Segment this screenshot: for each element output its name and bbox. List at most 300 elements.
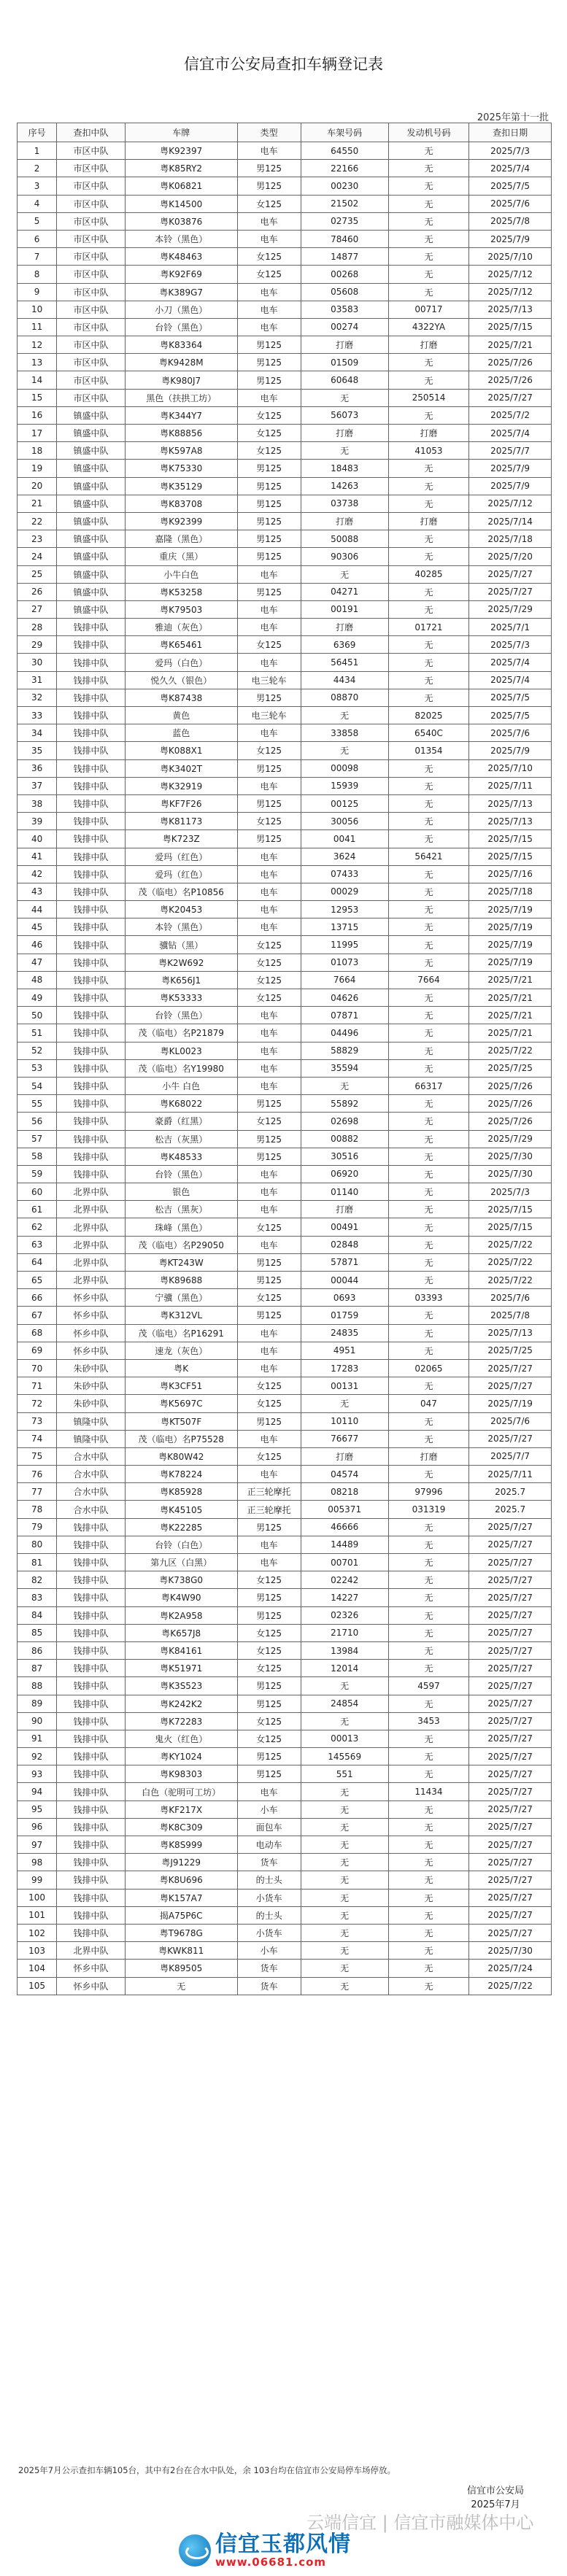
table-cell: 钱排中队	[57, 671, 126, 689]
table-cell: 钱排中队	[57, 1536, 126, 1553]
table-cell: 2025/7/6	[469, 1412, 552, 1430]
table-cell: 无	[388, 1095, 469, 1113]
table-cell: 电车	[237, 1024, 301, 1042]
table-cell: 粤KY1024	[125, 1748, 237, 1765]
table-cell: 84	[18, 1606, 57, 1624]
table-cell: 北界中队	[57, 1218, 126, 1236]
table-cell: 2025/7/27	[469, 1430, 552, 1447]
table-cell: 2025/7/21	[469, 989, 552, 1007]
table-cell: 2025/7/21	[469, 1024, 552, 1042]
table-cell: 250514	[388, 389, 469, 406]
table-cell: 8	[18, 266, 57, 283]
table-cell: 81	[18, 1554, 57, 1571]
table-cell: 2025/7/15	[469, 318, 552, 336]
table-row	[18, 565, 552, 583]
table-cell: 钱排中队	[57, 848, 126, 865]
table-row	[18, 1395, 552, 1412]
table-cell: 无	[388, 813, 469, 830]
table-cell: 镇盛中队	[57, 406, 126, 424]
table-cell: 镇盛中队	[57, 583, 126, 600]
table-row	[18, 1712, 552, 1730]
table-cell: 75	[18, 1447, 57, 1465]
table-cell: 无	[388, 460, 469, 477]
table-cell: 无	[301, 1854, 388, 1871]
table-cell: 79	[18, 1518, 57, 1536]
table-cell: 00125	[301, 794, 388, 812]
table-cell: 76677	[301, 1430, 388, 1447]
table-cell: 合水中队	[57, 1447, 126, 1465]
table-cell: 粤K06821	[125, 177, 237, 195]
table-cell: 85	[18, 1624, 57, 1641]
table-cell: 无	[301, 742, 388, 759]
table-cell: 女125	[237, 195, 301, 212]
table-row	[18, 301, 552, 318]
table-cell: 钱排中队	[57, 1007, 126, 1024]
table-row	[18, 636, 552, 654]
table-row	[18, 794, 552, 812]
table-cell: 第九区（白黑）	[125, 1554, 237, 1571]
table-cell: 10	[18, 301, 57, 318]
table-cell: 粤K738G0	[125, 1571, 237, 1589]
table-cell: 00230	[301, 177, 388, 195]
table-cell: 03583	[301, 301, 388, 318]
table-cell: 14	[18, 371, 57, 389]
table-cell: 30516	[301, 1148, 388, 1165]
table-cell: 钱排中队	[57, 619, 126, 636]
table-cell: 30056	[301, 813, 388, 830]
table-row	[18, 1871, 552, 1889]
table-cell: 茂（临电）名P75528	[125, 1430, 237, 1447]
table-cell: 64	[18, 1253, 57, 1271]
table-cell: 0041	[301, 830, 388, 848]
table-row	[18, 918, 552, 936]
table-cell: 17	[18, 425, 57, 442]
table-cell: 男125	[237, 1253, 301, 1271]
table-cell: 2025/7/30	[469, 1165, 552, 1183]
table-cell: 2025/7/15	[469, 1218, 552, 1236]
table-cell: 2025/7/20	[469, 548, 552, 565]
table-cell: 粤K78224	[125, 1466, 237, 1483]
table-cell: 01140	[301, 1183, 388, 1201]
table-cell: 电车	[237, 1042, 301, 1059]
table-cell: 2025.7	[469, 1483, 552, 1501]
table-cell: 电车	[237, 1183, 301, 1201]
table-cell: 粤K656J1	[125, 971, 237, 989]
table-cell: 9	[18, 283, 57, 301]
table-cell: 无	[388, 354, 469, 371]
table-cell: 钱排中队	[57, 1059, 126, 1077]
table-cell: 钱排中队	[57, 1906, 126, 1924]
table-cell: 钱排中队	[57, 1624, 126, 1641]
table-cell: 朱砂中队	[57, 1377, 126, 1395]
table-cell: 打磨	[301, 336, 388, 354]
table-cell: 速龙（灰色）	[125, 1342, 237, 1359]
table-cell: 50	[18, 1007, 57, 1024]
table-cell: 2025/7/12	[469, 283, 552, 301]
table-cell: 本铃（黑色）	[125, 918, 237, 936]
table-cell: 男125	[237, 1272, 301, 1289]
table-cell: 女125	[237, 1218, 301, 1236]
table-row	[18, 1818, 552, 1836]
table-cell: 42	[18, 865, 57, 883]
table-cell: 无	[388, 1906, 469, 1924]
table-cell: 13	[18, 354, 57, 371]
table-cell: 电车	[237, 1236, 301, 1253]
table-cell: 96	[18, 1818, 57, 1836]
table-cell: 82025	[388, 707, 469, 724]
table-cell: 粤J91229	[125, 1854, 237, 1871]
table-cell: 46666	[301, 1518, 388, 1536]
table-row	[18, 1447, 552, 1465]
table-cell: 2025/7/22	[469, 1042, 552, 1059]
table-cell: 2025/7/19	[469, 901, 552, 918]
table-cell: 2025/7/10	[469, 759, 552, 777]
table-row	[18, 248, 552, 266]
table-cell: 2025/7/19	[469, 918, 552, 936]
table-cell: 无	[388, 883, 469, 900]
table-cell: 电车	[237, 1007, 301, 1024]
table-cell: 047	[388, 1395, 469, 1412]
table-cell: 52	[18, 1042, 57, 1059]
table-cell: 本铃（黑色）	[125, 230, 237, 247]
table-cell: 电动车	[237, 1836, 301, 1854]
table-cell: 电车	[237, 565, 301, 583]
table-cell: 无	[301, 1871, 388, 1889]
table-cell: 4434	[301, 671, 388, 689]
table-cell: 女125	[237, 1113, 301, 1130]
table-cell: 无	[301, 1783, 388, 1801]
table-row	[18, 1977, 552, 1995]
batch-label: 2025年第十一批	[477, 112, 549, 123]
table-cell: 宁骥（黑色）	[125, 1289, 237, 1307]
table-cell: 无	[388, 1024, 469, 1042]
table-cell: 北界中队	[57, 1236, 126, 1253]
table-row	[18, 530, 552, 548]
table-cell: 01354	[388, 742, 469, 759]
table-cell: 45	[18, 918, 57, 936]
table-cell: 无	[301, 442, 388, 460]
table-cell: 女125	[237, 1660, 301, 1677]
table-cell: 2025/7/9	[469, 742, 552, 759]
table-cell: 2025/7/15	[469, 1201, 552, 1218]
table-cell: 粤K3S523	[125, 1677, 237, 1695]
table-cell: 26	[18, 583, 57, 600]
table-row	[18, 1236, 552, 1253]
table-cell: 66	[18, 1289, 57, 1307]
table-cell: 2025/7/6	[469, 195, 552, 212]
table-cell: 57	[18, 1130, 57, 1148]
table-row	[18, 1589, 552, 1606]
table-cell: 29	[18, 636, 57, 654]
table-row	[18, 1359, 552, 1377]
table-cell: 女125	[237, 442, 301, 460]
table-cell: 2025/7/27	[469, 1854, 552, 1871]
table-cell: 小车	[237, 1801, 301, 1818]
table-cell: 2025/7/27	[469, 1712, 552, 1730]
table-cell: 无	[301, 1077, 388, 1094]
table-cell: 21502	[301, 195, 388, 212]
table-cell: 男125	[237, 1307, 301, 1324]
table-cell: 市区中队	[57, 301, 126, 318]
table-row	[18, 477, 552, 495]
table-cell: 08218	[301, 1483, 388, 1501]
table-cell: 钱排中队	[57, 1165, 126, 1183]
table-cell: 2025/7/3	[469, 636, 552, 654]
table-cell: 2025/7/11	[469, 777, 552, 794]
table-row	[18, 654, 552, 671]
table-cell: 无	[388, 1466, 469, 1483]
table-cell: 无	[301, 565, 388, 583]
table-cell: 05608	[301, 283, 388, 301]
table-cell: 2025/7/13	[469, 813, 552, 830]
table-cell: 01073	[301, 954, 388, 971]
table-cell: 无	[388, 830, 469, 848]
table-cell: 男125	[237, 548, 301, 565]
table-cell: 女125	[237, 971, 301, 989]
table-cell: 2025/7/27	[469, 1889, 552, 1906]
table-cell: 市区中队	[57, 195, 126, 212]
table-cell: 钱排中队	[57, 689, 126, 706]
table-cell: 钱排中队	[57, 759, 126, 777]
table-cell: 无	[301, 1712, 388, 1730]
column-header: 查扣中队	[57, 123, 126, 142]
table-row	[18, 1942, 552, 1960]
table-cell: 2025/7/9	[469, 230, 552, 247]
table-cell: 电车	[237, 389, 301, 406]
table-cell: 无	[388, 954, 469, 971]
table-cell: 2025/7/27	[469, 1554, 552, 1571]
table-cell: 无	[388, 1695, 469, 1712]
table-row	[18, 848, 552, 865]
table-cell: 2025/7/27	[469, 1871, 552, 1889]
table-row	[18, 600, 552, 618]
table-row	[18, 1218, 552, 1236]
table-cell: 小牛白色	[125, 565, 237, 583]
table-cell: 怀乡中队	[57, 1977, 126, 1995]
table-cell: 松吉（灰黑）	[125, 1130, 237, 1148]
table-cell: 80	[18, 1536, 57, 1553]
table-cell: 12	[18, 336, 57, 354]
table-row	[18, 1324, 552, 1342]
table-cell: 电车	[237, 848, 301, 865]
table-cell: 女125	[237, 742, 301, 759]
table-cell: 58	[18, 1148, 57, 1165]
table-cell: 11995	[301, 936, 388, 954]
table-cell: 2025/7/9	[469, 477, 552, 495]
table-cell: 2025/7/27	[469, 1677, 552, 1695]
table-cell: 2025/7/8	[469, 212, 552, 230]
table-cell: 无	[388, 654, 469, 671]
table-cell: 粤K5697C	[125, 1395, 237, 1412]
table-row	[18, 671, 552, 689]
table-cell: 14877	[301, 248, 388, 266]
table-cell: 钱排中队	[57, 813, 126, 830]
table-cell: 市区中队	[57, 160, 126, 177]
table-cell: 31	[18, 671, 57, 689]
table-cell: 18483	[301, 460, 388, 477]
table-cell: 无	[388, 1342, 469, 1359]
table-cell: 男125	[237, 160, 301, 177]
table-cell: 无	[301, 1889, 388, 1906]
table-cell: 市区中队	[57, 371, 126, 389]
table-cell: 无	[388, 1801, 469, 1818]
table-cell: 无	[388, 477, 469, 495]
table-cell: 电车	[237, 918, 301, 936]
table-cell: 无	[388, 1113, 469, 1130]
table-row	[18, 865, 552, 883]
table-cell: 2025/7/26	[469, 354, 552, 371]
table-cell: 无	[301, 1960, 388, 1977]
table-cell: 101	[18, 1906, 57, 1924]
table-cell: 镇盛中队	[57, 495, 126, 512]
table-cell: 粤K2A958	[125, 1606, 237, 1624]
table-cell: 32	[18, 689, 57, 706]
column-header: 车架号码	[301, 123, 388, 142]
table-cell: 打磨	[301, 512, 388, 530]
table-cell: 镇盛中队	[57, 442, 126, 460]
table-cell: 女125	[237, 1377, 301, 1395]
table-cell: 2025/7/21	[469, 971, 552, 989]
table-cell: 无	[388, 989, 469, 1007]
table-row	[18, 813, 552, 830]
table-row	[18, 1571, 552, 1589]
table-cell: 19	[18, 460, 57, 477]
table-cell: 无	[388, 1765, 469, 1783]
table-cell: 合水中队	[57, 1501, 126, 1518]
table-cell: 2025/7/27	[469, 1801, 552, 1818]
table-cell: 2025/7/26	[469, 1095, 552, 1113]
table-cell: 1	[18, 142, 57, 160]
table-row	[18, 1536, 552, 1553]
table-cell: 粤K8S999	[125, 1836, 237, 1854]
table-cell: 2025/7/27	[469, 1906, 552, 1924]
table-cell: 男125	[237, 1589, 301, 1606]
table-cell: 2025/7/22	[469, 1236, 552, 1253]
table-cell: 2025/7/18	[469, 883, 552, 900]
table-cell: 钱排中队	[57, 1042, 126, 1059]
table-cell: 2025/7/4	[469, 654, 552, 671]
table-cell: 粤KF7F26	[125, 794, 237, 812]
table-cell: 88	[18, 1677, 57, 1695]
table-cell: 粤K72283	[125, 1712, 237, 1730]
table-cell: 粤K92F69	[125, 266, 237, 283]
table-cell: 钱排中队	[57, 1660, 126, 1677]
table-cell: 50088	[301, 530, 388, 548]
table-cell: 白色（驼明可工坊）	[125, 1783, 237, 1801]
table-cell: 粤K4W90	[125, 1589, 237, 1606]
table-cell: 女125	[237, 936, 301, 954]
table-row	[18, 1201, 552, 1218]
table-cell: 粤K9428M	[125, 354, 237, 371]
table-cell: 男125	[237, 336, 301, 354]
table-cell: 朱砂中队	[57, 1359, 126, 1377]
table-cell: 无	[388, 918, 469, 936]
table-row	[18, 1924, 552, 1941]
table-cell: 69	[18, 1342, 57, 1359]
table-cell: 13984	[301, 1641, 388, 1659]
table-cell: 电车	[237, 1324, 301, 1342]
table-cell: 无	[388, 1253, 469, 1271]
table-row	[18, 1960, 552, 1977]
table-cell: 93	[18, 1765, 57, 1783]
table-cell: 无	[388, 583, 469, 600]
table-cell: 2025/7/25	[469, 1059, 552, 1077]
table-cell: 豪爵（红黑）	[125, 1113, 237, 1130]
table-cell: 钱排中队	[57, 918, 126, 936]
table-cell: 市区中队	[57, 248, 126, 266]
table-cell: 钱排中队	[57, 707, 126, 724]
table-cell: 粤K65461	[125, 636, 237, 654]
table-cell: 电三轮车	[237, 707, 301, 724]
table-cell: 2025/7/27	[469, 1748, 552, 1765]
table-cell: 无	[125, 1977, 237, 1995]
column-header: 序号	[18, 123, 57, 142]
issuer-name: 信宜市公安局	[467, 2486, 525, 2496]
table-cell: 粤K20453	[125, 901, 237, 918]
table-cell: 2025/7/9	[469, 460, 552, 477]
table-row	[18, 830, 552, 848]
watermark-text: 云端信宜 | 信宜市融媒体中心	[306, 2513, 534, 2533]
table-cell: 无	[388, 636, 469, 654]
table-cell: 37	[18, 777, 57, 794]
table-cell: 鬼火（红色）	[125, 1730, 237, 1747]
table-cell: 00013	[301, 1730, 388, 1747]
table-cell: 电车	[237, 1466, 301, 1483]
table-cell: 38	[18, 794, 57, 812]
table-cell: 粤K48463	[125, 248, 237, 266]
table-cell: 24	[18, 548, 57, 565]
table-cell: 男125	[237, 830, 301, 848]
table-cell: 2025/7/27	[469, 1536, 552, 1553]
table-cell: 60648	[301, 371, 388, 389]
table-cell: 40285	[388, 565, 469, 583]
table-cell: 12014	[301, 1660, 388, 1677]
table-row	[18, 318, 552, 336]
table-cell: 35594	[301, 1059, 388, 1077]
table-cell: 粤K89505	[125, 1960, 237, 1977]
table-cell: 的士头	[237, 1871, 301, 1889]
table-cell: 男125	[237, 512, 301, 530]
table-cell: 无	[388, 1518, 469, 1536]
table-cell: 无	[388, 1942, 469, 1960]
table-cell: 2025/7/26	[469, 1077, 552, 1094]
table-cell: 无	[388, 1960, 469, 1977]
table-cell: 2025/7/4	[469, 160, 552, 177]
table-row	[18, 1272, 552, 1289]
table-cell: 钱排中队	[57, 1554, 126, 1571]
table-cell: 小刀（黑色）	[125, 301, 237, 318]
table-cell: 粤K088X1	[125, 742, 237, 759]
table-cell: 01759	[301, 1307, 388, 1324]
vehicle-register-table	[17, 123, 552, 1995]
table-cell: 无	[388, 777, 469, 794]
table-cell: 2025/7/27	[469, 1359, 552, 1377]
table-cell: 怀乡中队	[57, 1342, 126, 1359]
table-cell: 松吉（黑灰）	[125, 1201, 237, 1218]
table-cell: 粤K53258	[125, 583, 237, 600]
table-cell: 90306	[301, 548, 388, 565]
table-cell: 粤K03876	[125, 212, 237, 230]
table-cell: 56073	[301, 406, 388, 424]
table-cell: 钱排中队	[57, 777, 126, 794]
table-cell: 电车	[237, 883, 301, 900]
table-cell: 粤K14500	[125, 195, 237, 212]
table-cell: 2025/7/30	[469, 1942, 552, 1960]
table-cell: 2025/7/18	[469, 530, 552, 548]
table-cell: 市区中队	[57, 266, 126, 283]
table-cell: 钱排中队	[57, 901, 126, 918]
table-cell: 电车	[237, 1783, 301, 1801]
